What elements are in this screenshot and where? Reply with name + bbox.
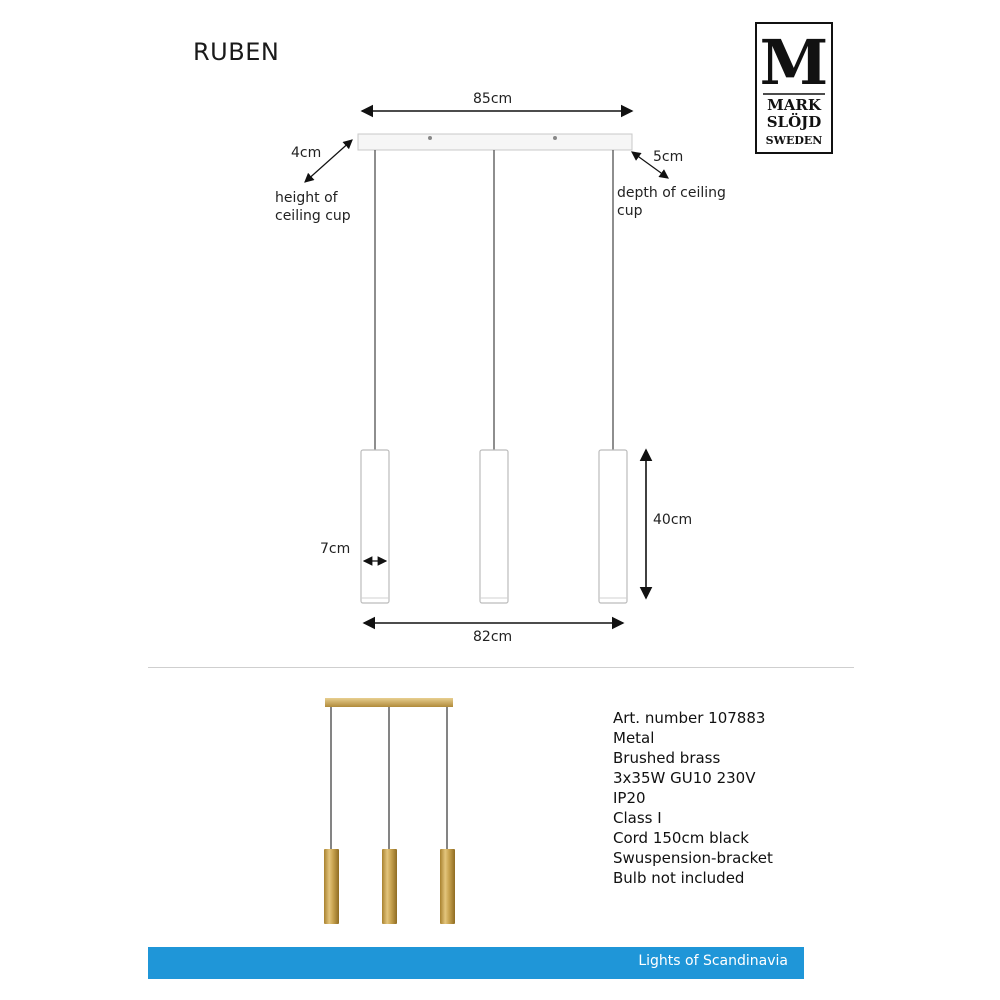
cup-height-value: 4cm bbox=[291, 145, 322, 161]
photo-shade-left bbox=[324, 849, 339, 924]
spec-finish: Brushed brass bbox=[613, 749, 721, 767]
photo-shade-right bbox=[440, 849, 455, 924]
cup-height-note bbox=[275, 189, 351, 225]
logo-line-slojd: SLÖJD bbox=[766, 113, 822, 131]
cup-height-note-line2: ceiling cup bbox=[275, 208, 351, 224]
logo-line-mark: MARK bbox=[767, 96, 821, 114]
spec-list bbox=[613, 708, 773, 888]
shade-middle bbox=[480, 450, 508, 603]
spec-bulb: Bulb not included bbox=[613, 869, 745, 887]
footer-banner bbox=[148, 947, 804, 979]
footer-text: Lights of Scandinavia bbox=[638, 953, 788, 969]
logo-line-sweden: SWEDEN bbox=[765, 134, 823, 147]
spec-bracket: Swuspension-bracket bbox=[613, 849, 773, 867]
spec-class: Class I bbox=[613, 809, 662, 827]
cup-depth-value: 5cm bbox=[653, 149, 684, 165]
ceiling-bar bbox=[358, 134, 632, 150]
product-photo bbox=[320, 694, 460, 926]
cup-depth-note-line2: cup bbox=[617, 203, 643, 219]
spec-cord: Cord 150cm black bbox=[613, 829, 749, 847]
spec-power: 3x35W GU10 230V bbox=[613, 769, 756, 787]
spec-ip-rating: IP20 bbox=[613, 789, 646, 807]
spec-material: Metal bbox=[613, 729, 655, 747]
cup-depth-note bbox=[617, 184, 726, 220]
shade-height-label: 40cm bbox=[653, 512, 693, 528]
logo-letter: M bbox=[759, 26, 829, 99]
photo-shade-middle bbox=[382, 849, 397, 924]
cup-depth-note-line1: depth of ceiling bbox=[617, 185, 726, 201]
section-divider bbox=[148, 667, 854, 668]
width-total-label: 85cm bbox=[473, 91, 513, 107]
shade-diameter-label: 7cm bbox=[320, 541, 351, 557]
shade-left bbox=[361, 450, 389, 603]
photo-ceiling-bar bbox=[325, 698, 453, 707]
shade-right bbox=[599, 450, 627, 603]
shade-span-label: 82cm bbox=[473, 629, 513, 645]
product-title: RUBEN bbox=[193, 38, 280, 66]
spec-article-number: Art. number 107883 bbox=[613, 709, 766, 727]
cup-height-note-line1: height of bbox=[275, 190, 338, 206]
